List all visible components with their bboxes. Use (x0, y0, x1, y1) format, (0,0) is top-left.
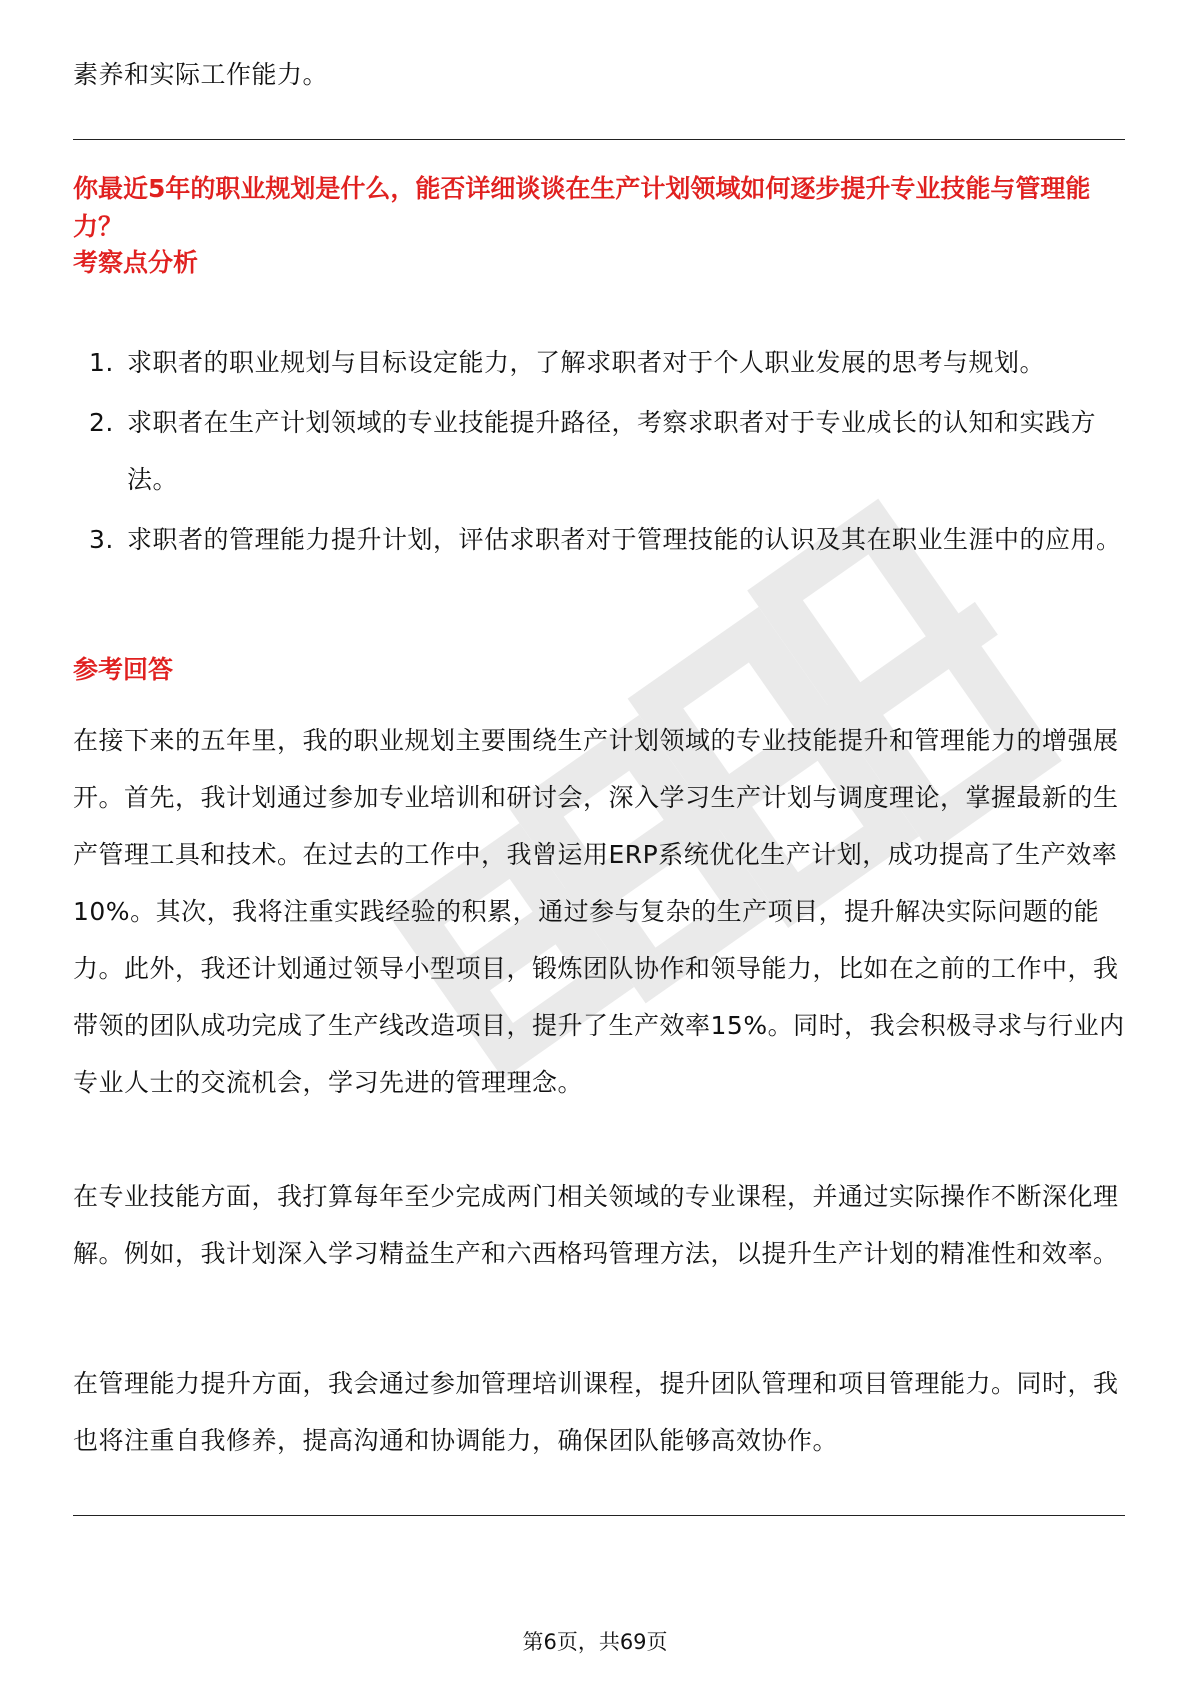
answer-paragraph: 在管理能力提升方面，我会通过参加管理培训课程，提升团队管理和项目管理能力。同时，我也将注重自我修养，提高沟通和协调能力，确保团队能够高效协作。 (73, 1369, 1119, 1455)
list-item (73, 511, 1125, 568)
list-item-text: 求职者的职业规划与目标设定能力，了解求职者对于个人职业发展的思考与规划。 (127, 348, 1046, 377)
list-item (73, 394, 1125, 508)
list-item-number: 1. (89, 348, 114, 377)
top-divider (73, 139, 1125, 140)
intro-tail-text: 素养和实际工作能力。 (73, 60, 329, 89)
bottom-divider (73, 1515, 1125, 1516)
list-item-text: 求职者的管理能力提升计划，评估求职者对于管理技能的认识及其在职业生涯中的应用。 (127, 525, 1122, 554)
analysis-list (73, 334, 1125, 571)
answer-paragraph: 在接下来的五年里，我的职业规划主要围绕生产计划领域的专业技能提升和管理能力的增强展开。首先，我计划通过参加专业培训和研讨会，深入学习生产计划与调度理论，掌握最新的生产管理工具和技术。在过去的工作中，我曾运用ERP系统优化生产计划，成功提高了生产效率10%。其次，我将注重实践经验的积累，通过参与复杂的生产项目，提升解决实际问题的能力。此外，我还计划通过领导小型项目，锻炼团队协作和领导能力，比如在之前的工作中，我带领的团队成功完成了生产线改造项目，提升了生产效率15%。同时，我会积极寻求与行业内专业人士的交流机会，学习先进的管理理念。 (73, 726, 1125, 1097)
list-item-number: 3. (89, 525, 114, 554)
analysis-title: 考察点分析 (73, 248, 199, 277)
reference-title: 参考回答 (73, 655, 174, 684)
answer-paragraph: 在专业技能方面，我打算每年至少完成两门相关领域的专业课程，并通过实际操作不断深化理解。例如，我计划深入学习精益生产和六西格玛管理方法，以提升生产计划的精准性和效率。 (73, 1182, 1119, 1268)
list-item (73, 334, 1125, 391)
list-item-text: 求职者在生产计划领域的专业技能提升路径，考察求职者对于专业成长的认知和实践方法。 (127, 408, 1097, 494)
question-heading: 你最近5年的职业规划是什么，能否详细谈谈在生产计划领域如何逐步提升专业技能与管理能力？ (73, 174, 1091, 241)
list-item-number: 2. (89, 408, 114, 437)
page-number: 第6页，共69页 (522, 1630, 668, 1654)
